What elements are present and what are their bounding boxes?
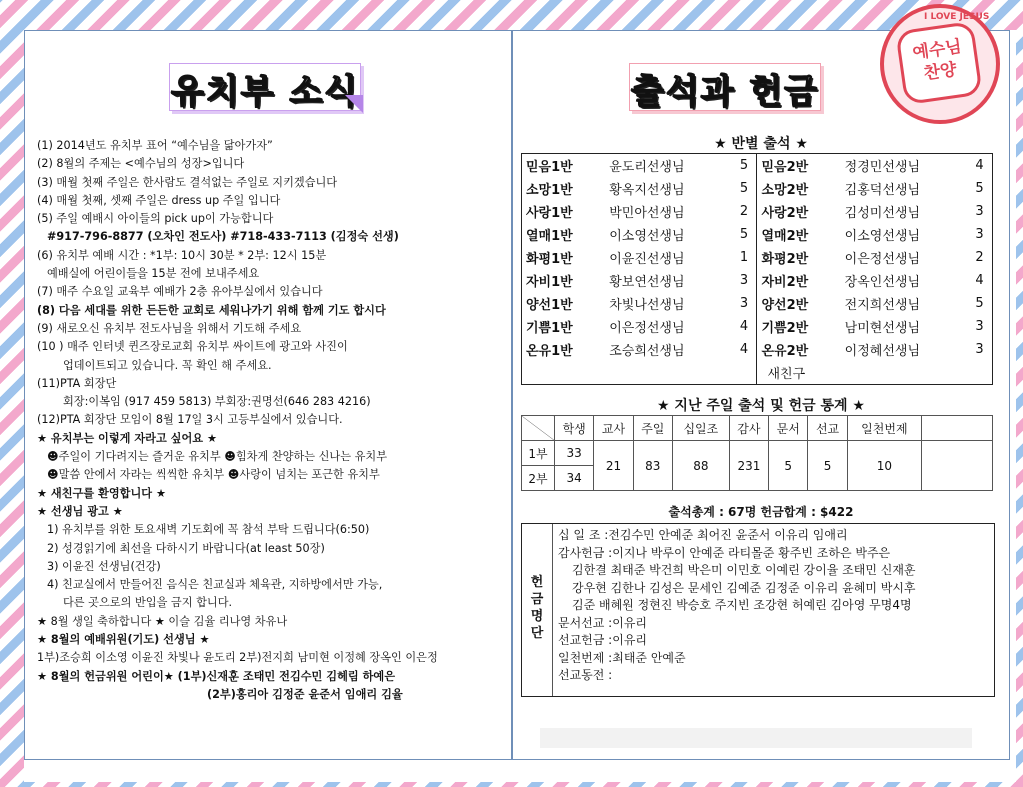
right-title-box [629, 63, 821, 111]
stats-header: 학생 [555, 416, 594, 441]
class-name-1: 믿음1반 [526, 160, 573, 175]
news-line: (4) 매월 첫째, 셋째 주일은 dress up 주일 입니다 [37, 193, 281, 207]
class-name-2: 열매2반 [761, 229, 809, 244]
teacher-name-1: 황보연선생님 [609, 275, 685, 290]
offering-name-line: 감사헌금 :이지나 박루이 안예준 라티몰준 황주빈 조하은 박주은 [558, 545, 891, 560]
new-friend-label: 새친구 [767, 367, 806, 382]
stats-row-label: 1부 [522, 441, 555, 466]
stats-header: 감사 [729, 416, 768, 441]
offering-name-line: 선교헌금 :이유리 [558, 633, 648, 647]
offering-names-box [521, 523, 995, 697]
offering-name-line: 선교동전 : [558, 668, 613, 682]
stats-teachers: 21 [594, 441, 633, 491]
stats-heading: ★ 지난 주일 출석 및 헌금 통계 ★ [657, 398, 865, 414]
teacher-name-1: 조승희선생님 [609, 344, 685, 359]
news-line: (2) 8월의 주제는 <예수님의 성장>입니다 [37, 157, 245, 171]
teacher-name-2: 이정혜선생님 [844, 344, 921, 359]
teacher-name-1: 박민아선생님 [609, 206, 685, 221]
news-line: (1) 2014년도 유치부 표어 “예수님을 닮아가자” [37, 139, 273, 152]
class-name-1: 사랑1반 [526, 206, 573, 221]
count-2: 5 [975, 296, 984, 311]
stats-thanks: 231 [729, 441, 768, 491]
teacher-name-1: 황옥지선생님 [609, 183, 685, 198]
teacher-name-1: 차빛나선생님 [609, 298, 685, 313]
news-list [37, 137, 507, 704]
count-1: 1 [732, 246, 757, 269]
news-line: ★ 선생님 광고 ★ [37, 504, 123, 518]
count-1: 4 [732, 338, 757, 361]
news-line: (8) 다음 세대를 위한 든든한 교회로 세워나가기 위해 함께 기도 합시다 [37, 303, 386, 317]
stats-thousand: 10 [847, 441, 921, 491]
class-name-1: 양선1반 [526, 298, 573, 313]
news-line: ★ 유치부는 이렇게 자라고 싶어요 ★ [37, 431, 218, 445]
count-1: 3 [732, 269, 757, 292]
news-line: (7) 매주 수요일 교육부 예배가 2층 유아부실에서 있습니다 [37, 285, 323, 299]
news-line: 4) 친교실에서 만들어진 음식은 친교실과 체육관, 지하방에서만 가능, [47, 578, 383, 592]
teacher-name-1: 윤도리선생님 [609, 160, 685, 175]
offering-name-line: 십 일 조 :전김수민 안예준 최어진 윤준서 이유리 임애리 [558, 528, 848, 542]
count-1: 2 [732, 200, 757, 223]
new-friend-row [522, 361, 993, 385]
class-name-2: 양선2반 [761, 298, 809, 313]
news-line: 1) 유치부를 위한 토요새벽 기도회에 꼭 참석 부탁 드립니다(6:50) [47, 523, 370, 537]
class-name-2: 자비2반 [761, 275, 809, 290]
news-line: (6) 유치부 예배 시간 : *1부: 10시 30분 * 2부: 12시 15분 [37, 248, 327, 262]
offering-names-list [558, 527, 994, 685]
i-love-jesus-stamp [880, 4, 1000, 124]
class-name-1: 열매1반 [526, 229, 573, 244]
news-line: 예배실에 어린이들을 15분 전에 보내주세요 [47, 267, 260, 281]
left-panel [24, 30, 512, 760]
class-name-2: 믿음2반 [761, 160, 809, 175]
news-line: ★ 8월의 예배위원(기도) 선생님 ★ [37, 633, 210, 647]
class-name-2: 기쁨2반 [761, 321, 809, 336]
class-name-1: 자비1반 [526, 275, 573, 290]
attendance-row [522, 315, 993, 338]
stamp-inner [895, 21, 983, 105]
stats-header: 십일조 [672, 416, 729, 441]
stats-header: 선교 [808, 416, 847, 441]
news-line: ☻말씀 안에서 자라는 씩씩한 유치부 ☻사랑이 넘치는 포근한 유치부 [47, 468, 380, 482]
attendance-heading: ★ 반별 출석 ★ [714, 136, 808, 152]
news-line: (10 ) 매주 인터넷 퀸즈장로교회 유치부 싸이트에 광고와 사진이 [37, 340, 348, 354]
left-title-box [169, 63, 361, 111]
stats-students-2: 34 [555, 466, 594, 491]
news-line: ★ 8월 생일 축하합니다 ★ 이슬 김율 리나영 차유나 [37, 614, 288, 628]
teacher-name-1: 이윤진선생님 [609, 252, 685, 267]
class-name-2: 화평2반 [761, 252, 809, 267]
count-1: 5 [732, 177, 757, 200]
count-1: 5 [732, 223, 757, 246]
class-name-2: 온유2반 [761, 344, 809, 359]
offering-name-line: 문서선교 :이유리 [558, 615, 648, 630]
news-line: 2) 성경읽기에 최선을 다하시기 바랍니다(at least 50장) [47, 541, 325, 555]
attendance-row [522, 223, 993, 246]
news-line: (2부)홍리아 김정준 윤준서 임애리 김율 [207, 687, 403, 701]
news-line: (3) 매월 첫째 주일은 한사람도 결석없는 주일로 지키겠습니다 [37, 175, 338, 189]
count-2: 3 [975, 227, 984, 242]
teacher-name-2: 김성미선생님 [844, 206, 921, 221]
teacher-name-2: 장옥인선생님 [844, 275, 921, 290]
news-line: 업데이트되고 있습니다. 꼭 확인 해 주세요. [63, 358, 272, 372]
news-line: (12)PTA 회장단 모임이 8월 17일 3시 고등부실에서 있습니다. [37, 413, 343, 427]
attendance-row [522, 292, 993, 315]
news-line: ★ 8월의 헌금위원 어린이★ (1부)신재훈 조태민 전김수민 김헤림 하예은 [37, 669, 395, 683]
stats-mission: 5 [808, 441, 847, 491]
class-name-1: 기쁨1반 [526, 321, 573, 336]
count-2: 3 [975, 342, 984, 357]
count-2: 5 [975, 181, 984, 196]
stats-sunday: 83 [633, 441, 672, 491]
count-2: 4 [975, 273, 984, 288]
count-1: 4 [732, 315, 757, 338]
offering-names-label: 헌금명단 [530, 575, 544, 641]
news-line: 회장:이복임 (917 459 5813) 부회장:권명선(646 283 4216) [63, 395, 371, 409]
attendance-table [521, 153, 993, 385]
stats-header-row [522, 416, 993, 441]
count-1: 3 [732, 292, 757, 315]
stats-empty-cell [922, 416, 993, 441]
offering-name-line: 일천번제 :최태준 안예준 [558, 650, 686, 665]
teacher-name-1: 이은정선생님 [609, 321, 685, 336]
stats-header: 교사 [594, 416, 633, 441]
count-1: 5 [732, 154, 757, 178]
attendance-row [522, 269, 993, 292]
stats-row-label: 2부 [522, 466, 555, 491]
title-corner-fold [345, 95, 363, 113]
teacher-name-2: 전지희선생님 [844, 298, 921, 313]
news-line: 3) 이윤진 선생님(건강) [47, 559, 161, 573]
stamp-line-2: 찬양 [922, 59, 958, 85]
teacher-name-2: 정경민선생님 [844, 160, 921, 175]
offering-names-side [522, 524, 553, 696]
stats-header: 일천번제 [847, 416, 921, 441]
attendance-row [522, 200, 993, 223]
totals-line: 출석총계 : 67명 헌금합계 : $422 [668, 505, 854, 519]
stats-tithe: 88 [672, 441, 729, 491]
news-line: 다른 곳으로의 반입을 금지 합니다. [63, 596, 233, 610]
stats-empty-cell [922, 441, 993, 491]
news-line: ★ 새친구를 환영합니다 ★ [37, 486, 167, 500]
attendance-row [522, 338, 993, 361]
count-2: 4 [975, 158, 984, 173]
stats-doc: 5 [769, 441, 808, 491]
news-line: ☻주일이 기다려지는 즐거운 유치부 ☻힘차게 찬양하는 신나는 유치부 [47, 450, 388, 464]
news-line: 1부)조승희 이소영 이윤진 차빛나 윤도리 2부)전지희 남미현 이정혜 장옥인 이은정 [37, 651, 438, 665]
stats-header: 문서 [769, 416, 808, 441]
count-2: 2 [975, 250, 984, 265]
news-line: #917-796-8877 (오차인 전도사) #718-433-7113 (김정숙 선생) [47, 230, 399, 244]
teacher-name-2: 김홍덕선생님 [844, 183, 921, 198]
stats-header: 주일 [633, 416, 672, 441]
stats-students-1: 33 [555, 441, 594, 466]
class-name-1: 화평1반 [526, 252, 573, 267]
offering-name-line: 김한결 최태준 박건희 박은미 이민호 이예린 강이율 조태민 신재훈 [572, 563, 916, 577]
teacher-name-1: 이소영선생님 [609, 229, 685, 244]
news-line: (11)PTA 회장단 [37, 376, 117, 390]
news-line: (5) 주일 예배시 아이들의 pick up이 가능합니다 [37, 212, 274, 226]
stats-row-1 [522, 441, 993, 466]
attendance-row [522, 177, 993, 200]
attendance-row [522, 246, 993, 269]
class-name-1: 온유1반 [526, 344, 573, 359]
teacher-name-2: 남미현선생님 [844, 321, 921, 336]
stats-corner-cell [522, 416, 555, 441]
teacher-name-2: 이소영선생님 [844, 229, 921, 244]
stats-table [521, 415, 993, 491]
news-line: (9) 새로오신 유치부 전도사님을 위해서 기도해 주세요 [37, 321, 302, 335]
right-title: 출석과 헌금 [630, 72, 820, 112]
count-2: 3 [975, 319, 984, 334]
left-title: 유치부 소식 [170, 72, 360, 112]
right-panel [512, 30, 1010, 760]
offering-name-line: 강우현 김한나 김성은 문세인 김예준 김정준 이유리 윤혜미 박시후 [572, 580, 916, 595]
faded-footer-box [540, 728, 972, 748]
teacher-name-2: 이은정선생님 [844, 252, 921, 267]
class-name-1: 소망1반 [526, 183, 573, 198]
offering-name-line: 김준 배혜원 정현진 박승호 주지빈 조강현 허예린 김아영 무명4명 [572, 598, 912, 612]
count-2: 3 [975, 204, 984, 219]
class-name-2: 사랑2반 [761, 206, 809, 221]
attendance-row [522, 154, 993, 178]
stamp-line-1: 예수님 [911, 36, 963, 64]
class-name-2: 소망2반 [761, 183, 809, 198]
stamp-ring-text: I LOVE JESUS [924, 12, 990, 22]
